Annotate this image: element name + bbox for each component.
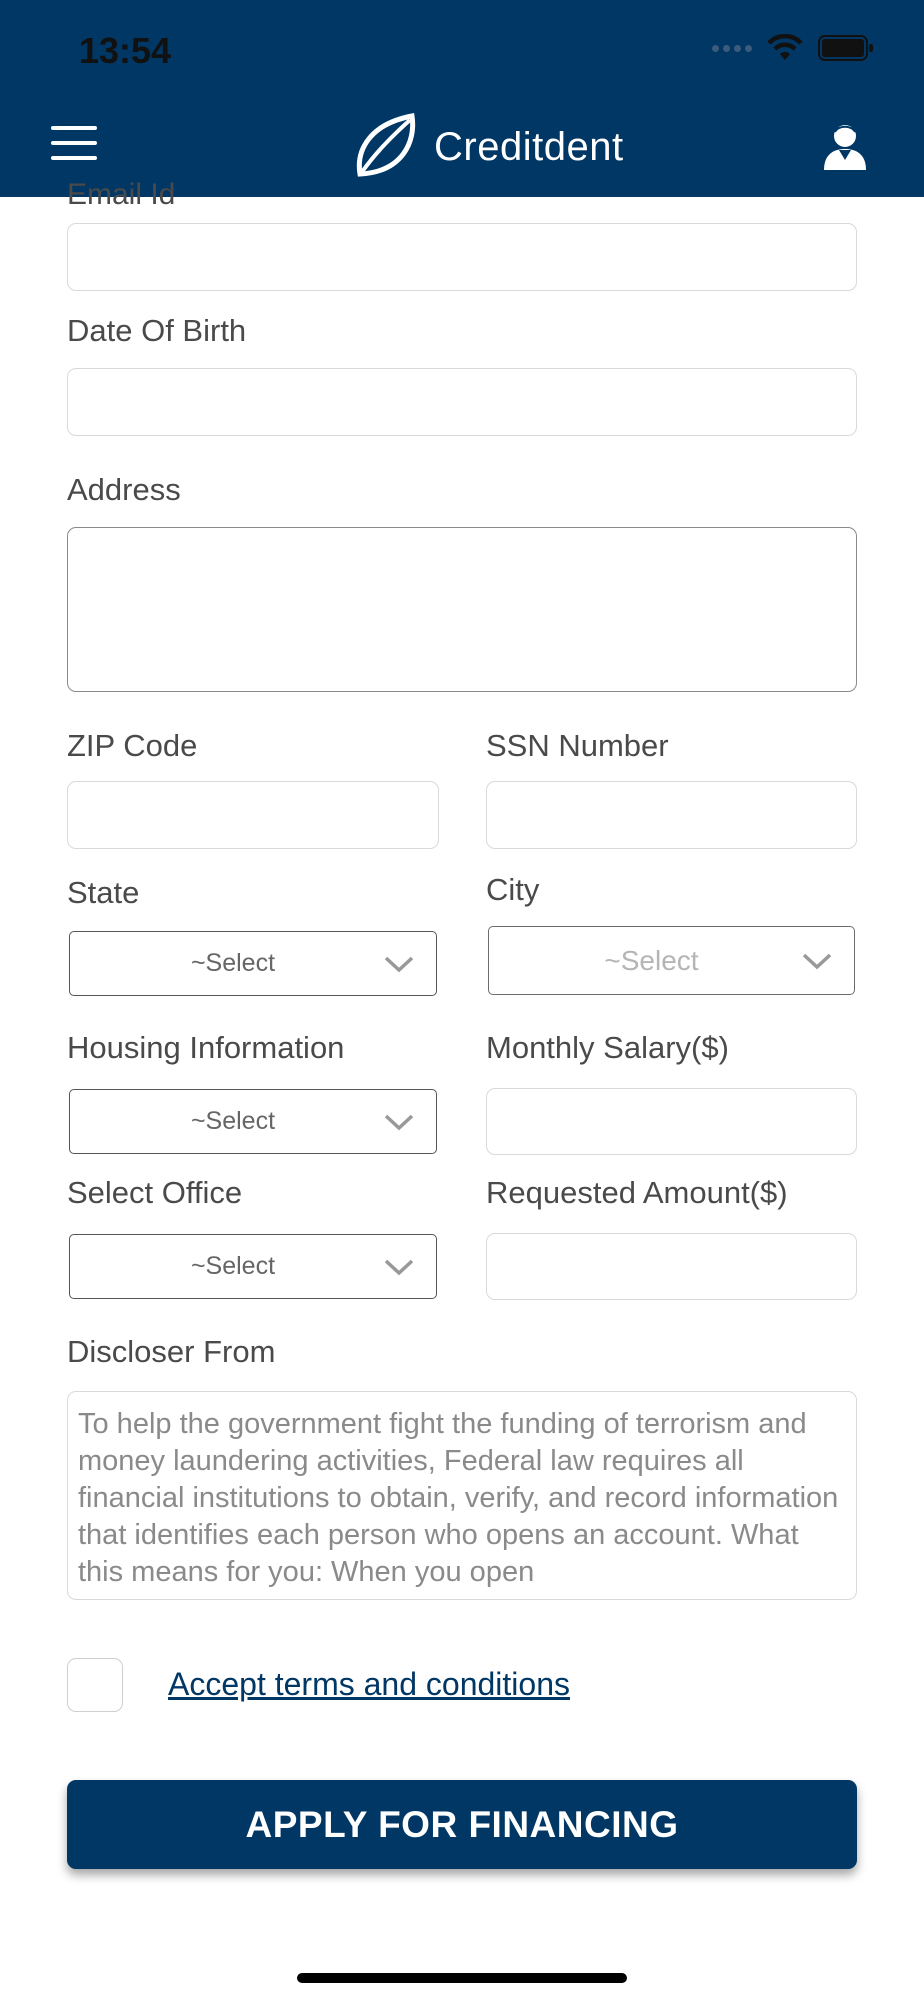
hamburger-menu-icon[interactable] xyxy=(51,126,97,162)
terms-link[interactable]: Accept terms and conditions xyxy=(168,1666,570,1702)
disclosure-label: Discloser From xyxy=(67,1334,276,1369)
city-select[interactable] xyxy=(488,926,855,995)
cellular-signal-icon xyxy=(712,45,752,52)
app-header xyxy=(0,0,924,197)
housing-select-value: ~Select xyxy=(190,1107,276,1135)
user-profile-icon[interactable] xyxy=(822,122,868,172)
chevron-down-icon xyxy=(802,953,832,970)
office-select[interactable] xyxy=(69,1234,437,1299)
address-label: Address xyxy=(67,472,181,507)
app-name: Creditdent xyxy=(434,124,624,169)
wifi-icon xyxy=(766,34,804,62)
state-select-value: ~Select xyxy=(190,949,276,977)
home-indicator[interactable] xyxy=(297,1973,627,1983)
dob-label: Date Of Birth xyxy=(67,313,247,348)
state-select[interactable] xyxy=(69,931,437,996)
chevron-down-icon xyxy=(384,1259,414,1276)
address-textarea[interactable] xyxy=(67,527,857,692)
salary-field[interactable] xyxy=(486,1088,857,1155)
status-icons xyxy=(712,34,874,62)
housing-label: Housing Information xyxy=(67,1030,345,1065)
disclosure-text: To help the government fight the funding of terrorism and money laundering activities, Federal law requires all financial institutions to obtain, verify, and record information that identifies each person who opens an account. What this means for you: When you open xyxy=(78,1408,839,1588)
salary-label: Monthly Salary($) xyxy=(486,1030,729,1065)
ssn-label: SSN Number xyxy=(486,728,669,763)
app-logo xyxy=(352,112,624,182)
chevron-down-icon xyxy=(384,956,414,973)
battery-icon xyxy=(818,34,874,62)
apply-for-financing-button[interactable]: APPLY FOR FINANCING xyxy=(67,1780,857,1869)
state-label: State xyxy=(67,875,140,910)
housing-select[interactable] xyxy=(69,1089,437,1154)
ssn-field[interactable] xyxy=(486,781,857,849)
amount-field[interactable] xyxy=(486,1233,857,1300)
amount-label: Requested Amount($) xyxy=(486,1175,788,1210)
terms-checkbox[interactable] xyxy=(67,1658,123,1712)
zip-field[interactable] xyxy=(67,781,439,849)
office-label: Select Office xyxy=(67,1175,243,1210)
chevron-down-icon xyxy=(384,1114,414,1131)
email-label: Email Id xyxy=(67,178,176,211)
leaf-logo-icon xyxy=(352,112,422,182)
status-time: 13:54 xyxy=(79,30,172,71)
disclosure-textarea[interactable] xyxy=(67,1391,857,1600)
dob-field[interactable] xyxy=(67,368,857,436)
email-field[interactable] xyxy=(67,223,857,291)
office-select-value: ~Select xyxy=(190,1252,276,1280)
city-label: City xyxy=(486,872,540,907)
zip-label: ZIP Code xyxy=(67,728,198,763)
city-select-value: ~Select xyxy=(604,944,699,976)
